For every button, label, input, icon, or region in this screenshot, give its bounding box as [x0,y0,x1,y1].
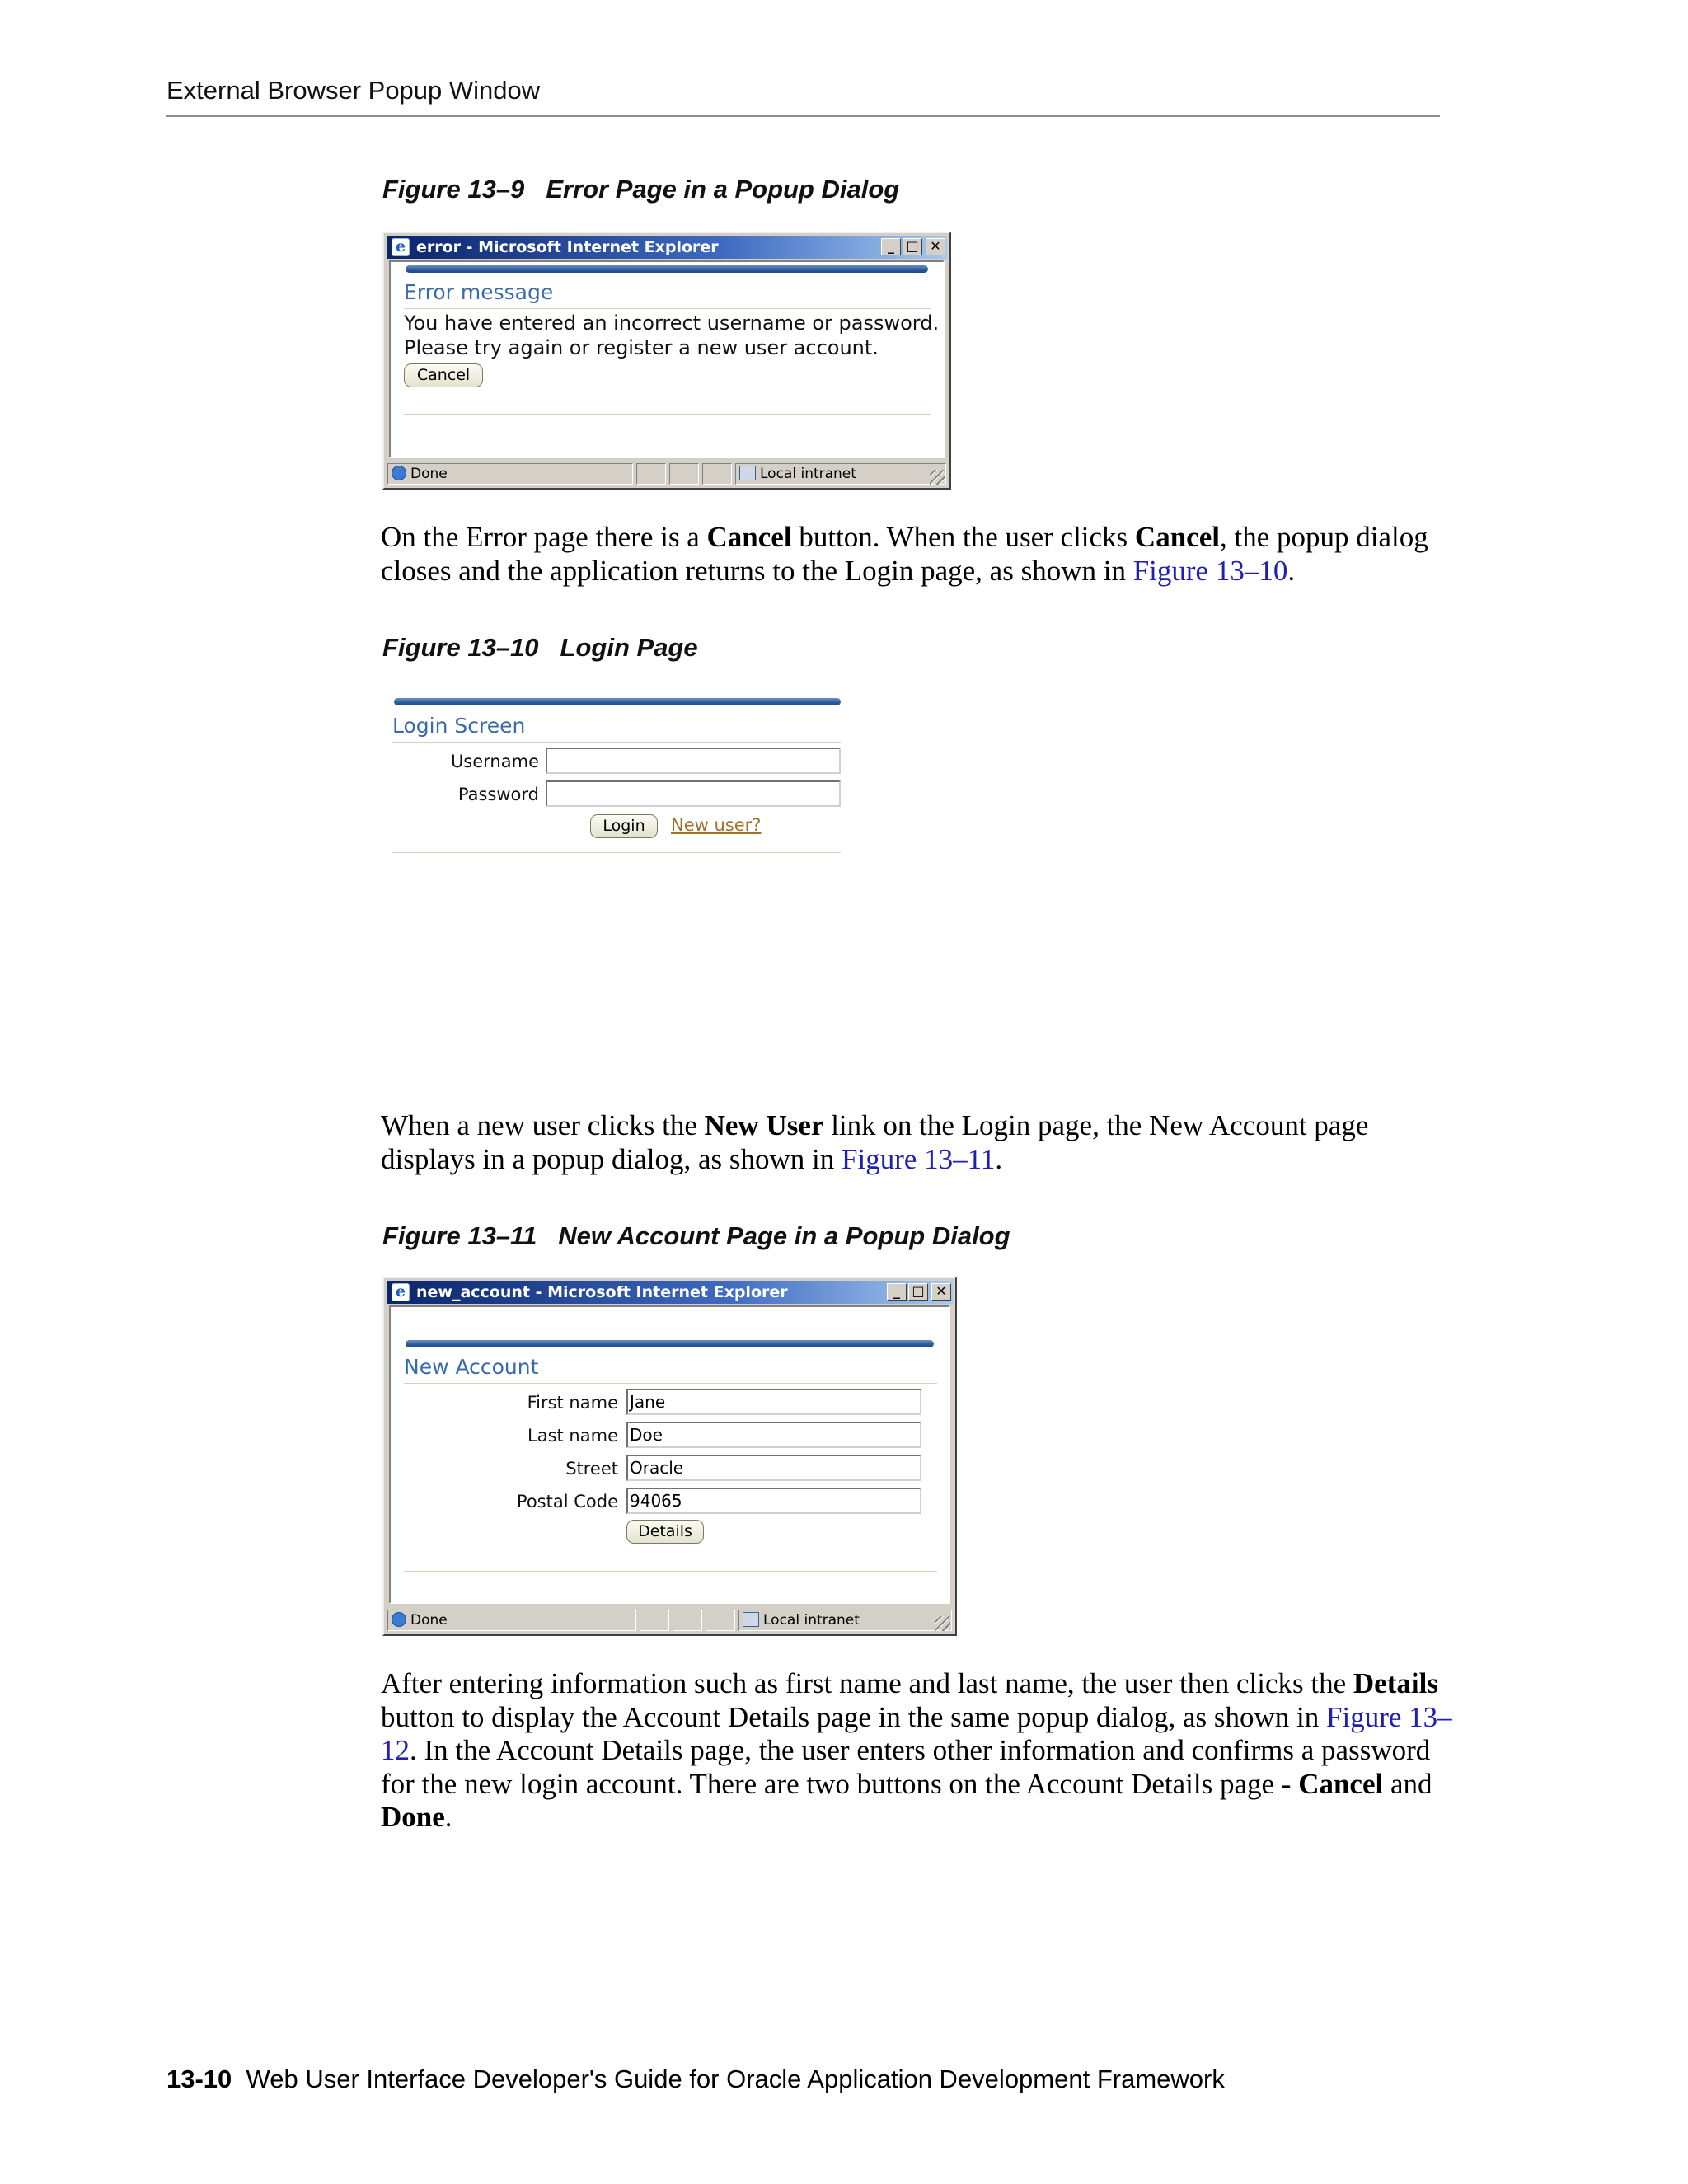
text: . [1287,554,1296,587]
status-text: Done [410,466,448,482]
figure-13-12-link[interactable]: Figure 13–12 [381,1700,1452,1766]
page-number: 13-10 [166,2064,232,2093]
text: button. When the user clicks [791,521,1135,553]
caption-title: Error Page in a Popup Dialog [546,175,900,204]
close-button[interactable]: ✕ [931,1283,951,1301]
figure-13-11-caption [382,1221,1010,1251]
first-name-label: First name [527,1393,618,1413]
bold-term: Done [381,1801,445,1833]
zone-cell [738,1610,952,1631]
caption-number: Figure 13–11 [382,1221,537,1250]
page-footer [166,2064,1225,2094]
error-page-content [389,260,945,458]
figure-13-10-link[interactable]: Figure 13–10 [1132,554,1288,587]
caption-number: Figure 13–9 [382,175,525,204]
status-pane [673,1610,702,1631]
window-title-bar[interactable] [387,1281,953,1304]
bold-term: Cancel [1134,521,1220,553]
brand-bar [406,1340,934,1347]
resize-grip-icon[interactable] [935,1616,950,1631]
caption-title: Login Page [560,633,698,662]
header-rule [166,115,1440,117]
text: , the popup dialog closes and the application returns to the Login page, as shown in [381,521,1428,587]
minimize-button[interactable]: _ [887,1283,907,1301]
text: When a new user clicks the [381,1109,705,1141]
text: . [444,1801,452,1833]
close-button[interactable]: ✕ [926,238,945,255]
window-title-bar[interactable] [387,236,947,259]
cancel-button[interactable]: Cancel [404,363,483,387]
zone-text: Local intranet [760,466,856,482]
running-head: External Browser Popup Window [166,76,541,105]
bold-term: Cancel [706,521,792,553]
maximize-button[interactable]: □ [903,238,922,255]
intranet-icon [743,1612,759,1627]
footer-rule [404,1571,937,1572]
last-name-input[interactable]: Doe [626,1422,921,1448]
page-title: Login Screen [392,714,526,738]
zone-cell [735,463,946,485]
resize-grip-icon[interactable] [930,470,945,485]
postal-code-label: Postal Code [516,1492,618,1511]
login-button[interactable]: Login [590,814,658,838]
street-label: Street [565,1459,618,1479]
brand-bar [406,265,928,273]
text: After entering information such as first name and last name, the user then clicks the [381,1667,1353,1699]
title-rule [404,1383,937,1384]
minimize-button[interactable]: _ [881,238,901,255]
window-title: error - Microsoft Internet Explorer [416,238,719,256]
page-title: New Account [404,1355,539,1379]
login-page [391,692,844,857]
status-pane [640,1610,669,1631]
text: button to display the Account Details page in the same popup dialog, as shown in [381,1700,1327,1733]
globe-icon [392,1612,406,1627]
password-input[interactable] [546,780,841,807]
new-user-link[interactable]: New user? [671,815,762,835]
new-account-page-content [389,1305,950,1604]
caption-number: Figure 13–10 [382,633,539,662]
last-name-label: Last name [528,1426,618,1446]
ie-logo-icon: e [392,1283,410,1301]
status-text-cell [387,463,633,485]
figure-13-10-caption [382,633,698,663]
first-name-input[interactable]: Jane [626,1389,921,1415]
caption-title: New Account Page in a Popup Dialog [558,1221,1010,1250]
status-pane [702,463,732,485]
figure-13-9-caption [382,175,899,204]
status-pane [706,1610,735,1631]
username-input[interactable] [546,748,841,774]
bold-term: Details [1353,1667,1438,1699]
bold-term: Cancel [1298,1767,1384,1800]
paragraph-cancel [381,521,1452,588]
text: link on the Login page, the New Account page displays in a popup dialog, as shown in [381,1109,1369,1175]
status-text: Done [410,1612,448,1629]
window-title: new_account - Microsoft Internet Explorer [416,1283,788,1301]
maximize-button[interactable]: □ [908,1283,928,1301]
paragraph-new-user [381,1109,1452,1176]
new-account-popup-window [382,1277,957,1636]
details-button[interactable]: Details [626,1520,704,1544]
paragraph-details [381,1667,1452,1835]
title-rule [392,742,841,743]
ie-logo-icon: e [392,238,410,256]
error-message-line2: Please try again or register a new user account. [404,336,879,359]
text: . In the Account Details page, the user enters other information and confirms a password for the new login account. There are two buttons on the Account Details page - [381,1734,1431,1800]
text: On the Error page there is a [381,521,707,553]
brand-bar [394,698,841,705]
postal-code-input[interactable]: 94065 [626,1488,921,1514]
figure-13-11-link[interactable]: Figure 13–11 [842,1142,996,1175]
status-text-cell [387,1610,636,1631]
status-bar [387,462,946,486]
error-message-line1: You have entered an incorrect username or password. [404,312,940,335]
book-title: Web User Interface Developer's Guide for Oracle Application Development Framework [246,2064,1225,2093]
status-pane [636,463,666,485]
status-pane [669,463,699,485]
status-bar [387,1608,952,1633]
footer-rule [404,414,931,415]
intranet-icon [739,466,756,480]
footer-rule [392,852,841,853]
globe-icon [392,466,406,480]
username-label: Username [450,752,539,771]
text: and [1383,1767,1432,1800]
street-input[interactable]: Oracle [626,1455,921,1481]
text: . [995,1142,1003,1175]
password-label: Password [457,785,539,804]
zone-text: Local intranet [763,1612,860,1629]
page-title: Error message [404,280,554,304]
error-popup-window [382,232,951,490]
bold-term: New User [704,1109,824,1141]
title-rule [404,308,931,309]
